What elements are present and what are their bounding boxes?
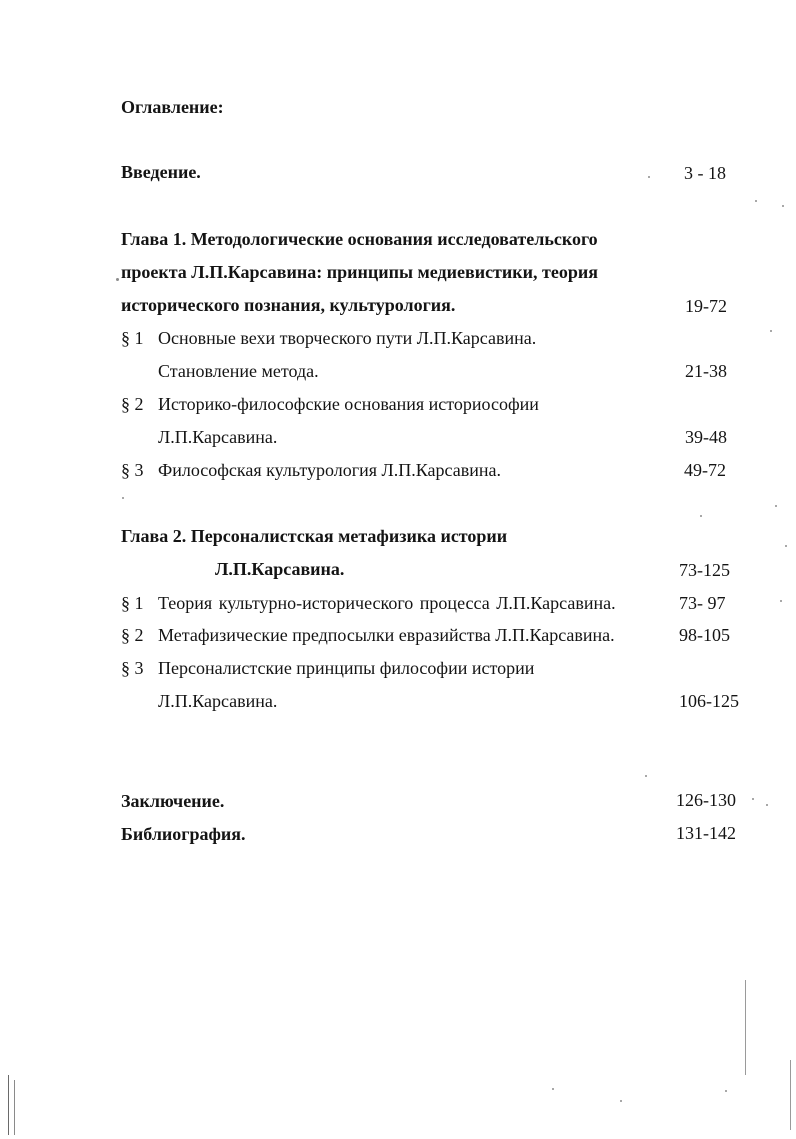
ch1-section2-title-line2: Л.П.Карсавина.: [158, 427, 278, 447]
ch2-section2-pages: 98-105: [679, 625, 730, 645]
conclusion-label: Заключение.: [121, 791, 225, 811]
ch1-section2-number: § 2: [121, 394, 144, 414]
intro-label: Введение.: [121, 162, 201, 182]
ch2-section2-number: § 2: [121, 625, 144, 645]
chapter1-title-line2: проекта Л.П.Карсавина: принципы медиевистики, теория: [121, 262, 598, 282]
scan-speck: [725, 1090, 727, 1092]
scan-speck: [116, 278, 119, 281]
chapter1-title-line1: Глава 1. Методологические основания исследовательского: [121, 229, 598, 249]
scan-speck: [752, 798, 754, 800]
ch2-section1-number: § 1: [121, 593, 144, 613]
conclusion-pages: 126-130: [676, 790, 736, 810]
ch1-section3-title-line1: Философская культурология Л.П.Карсавина.: [158, 460, 501, 480]
chapter2-pages: 73-125: [679, 560, 730, 580]
intro-pages: 3 - 18: [684, 163, 726, 183]
scan-speck: [645, 775, 647, 777]
ch2-section3-pages: 106-125: [679, 691, 739, 711]
scan-speck: [122, 497, 124, 499]
scan-speck: [766, 804, 768, 806]
ch1-section1-number: § 1: [121, 328, 144, 348]
ch1-section1-title-line1: Основные вехи творческого пути Л.П.Карсавина.: [158, 328, 537, 348]
chapter1-title-line3: исторического познания, культурология.: [121, 295, 456, 315]
ch2-section3-number: § 3: [121, 658, 144, 678]
bibliography-label: Библиография.: [121, 824, 246, 844]
scan-edge-line: [8, 1075, 9, 1135]
toc-heading: Оглавление:: [121, 97, 224, 117]
ch2-section1-title-line1: Теория культурно-исторического процесса Л.П.Карсавина.: [158, 593, 616, 613]
scan-edge-line: [745, 980, 746, 1075]
ch2-section2-title-line1: Метафизические предпосылки евразийства Л.П.Карсавина.: [158, 625, 615, 645]
ch1-section1-title-line2: Становление метода.: [158, 361, 319, 381]
scan-speck: [755, 200, 757, 202]
chapter2-title-line2: Л.П.Карсавина.: [215, 559, 345, 579]
scan-speck: [785, 545, 787, 547]
scan-speck: [770, 330, 772, 332]
scan-speck: [780, 600, 782, 602]
ch1-section3-number: § 3: [121, 460, 144, 480]
ch2-section3-title-line1: Персоналистские принципы философии истории: [158, 658, 535, 678]
scan-speck: [552, 1088, 554, 1090]
chapter1-pages: 19-72: [685, 296, 727, 316]
ch1-section1-pages: 21-38: [685, 361, 727, 381]
ch2-section1-pages: 73- 97: [679, 593, 726, 613]
ch1-section2-pages: 39-48: [685, 427, 727, 447]
scan-speck: [700, 515, 702, 517]
chapter2-title-line1: Глава 2. Персоналистская метафизика истории: [121, 526, 508, 546]
scan-speck: [648, 176, 650, 178]
scan-edge-line: [14, 1080, 15, 1135]
ch1-section2-title-line1: Историко-философские основания историософии: [158, 394, 539, 414]
scan-speck: [782, 205, 784, 207]
scan-edge-line: [790, 1060, 791, 1130]
bibliography-pages: 131-142: [676, 823, 736, 843]
ch1-section3-pages: 49-72: [684, 460, 726, 480]
ch2-section3-title-line2: Л.П.Карсавина.: [158, 691, 278, 711]
scan-speck: [620, 1100, 622, 1102]
scan-speck: [775, 505, 777, 507]
